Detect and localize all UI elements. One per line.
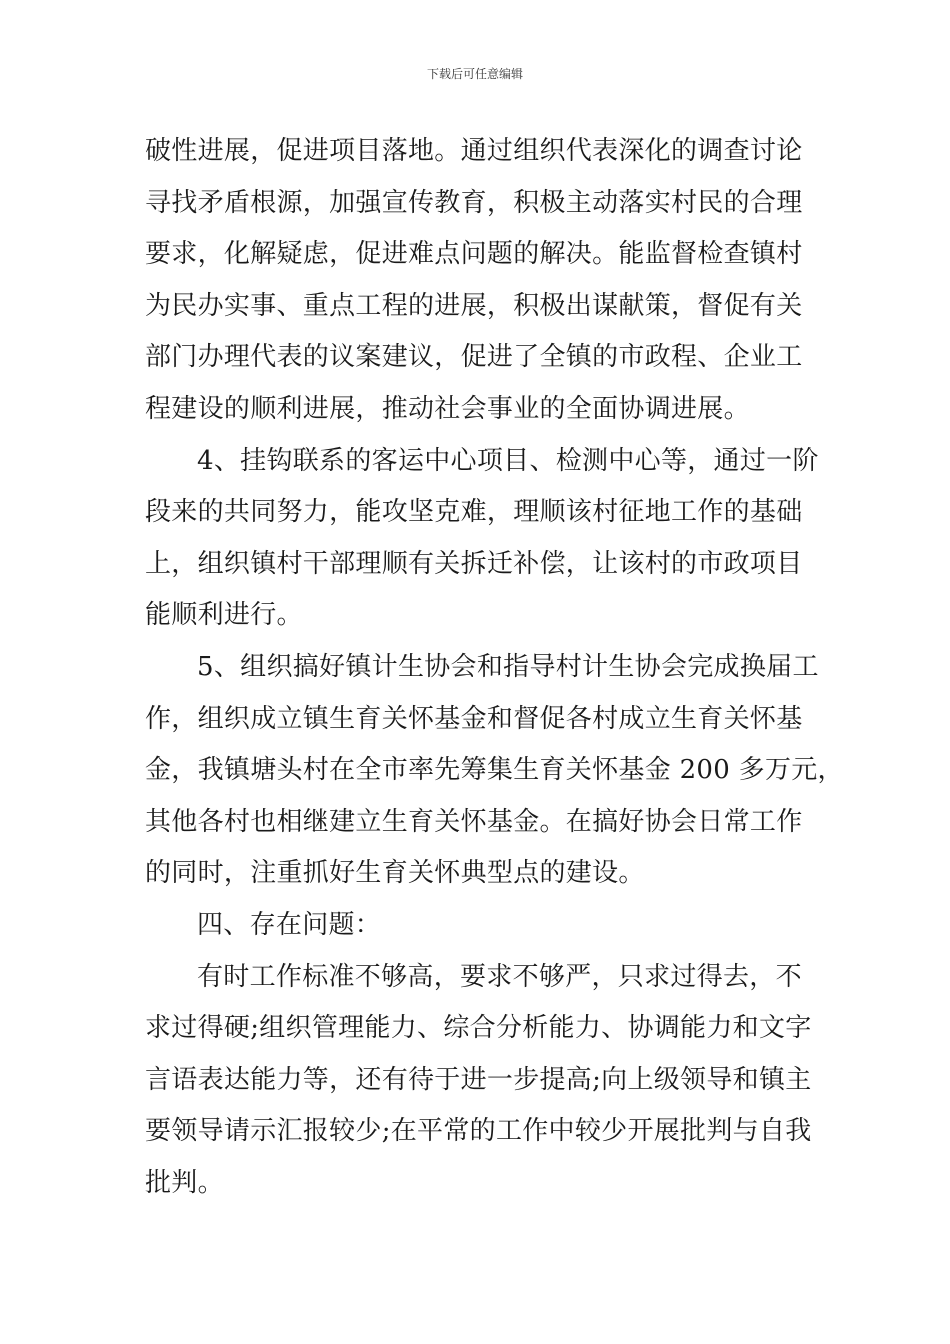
page-header: 下载后可任意编辑: [426, 67, 523, 81]
document-body: [145, 126, 844, 1209]
text-line: 言语表达能力等，还有待于进一步提高;向上级领导和镇主: [145, 1064, 812, 1095]
paragraph-start-line: 有时工作标准不够高，要求不够严，只求过得去，不: [197, 961, 802, 992]
text-line: 批判。: [145, 1167, 224, 1198]
text-line: 其他各村也相继建立生育关怀基金。在搞好协会日常工作: [145, 806, 803, 837]
text-line: 程建设的顺利进展，推动社会事业的全面协调进展。: [145, 393, 750, 424]
text-line: 为民办实事、重点工程的进展，积极出谋献策，督促有关: [145, 290, 803, 321]
text-line: 要领导请示汇报较少;在平常的工作中较少开展批判与自我: [145, 1116, 812, 1147]
text-line: 作，组织成立镇生育关怀基金和督促各村成立生育关怀基: [145, 703, 803, 734]
text-line: 的同时，注重抓好生育关怀典型点的建设。: [145, 858, 645, 889]
section-heading: 四、存在问题：: [197, 909, 382, 940]
paragraph-start-line: 4、挂钩联系的客运中心项目、检测中心等，通过一阶: [197, 445, 819, 476]
text-line: 破性进展，促进项目落地。通过组织代表深化的调查讨论: [145, 136, 803, 166]
text-line: 寻找矛盾根源，加强宣传教育，积极主动落实村民的合理: [145, 187, 803, 218]
text-line: 部门办理代表的议案建议，促进了全镇的市政程、企业工: [145, 342, 803, 373]
text-line: 要求，化解疑虑，促进难点问题的解决。能监督检查镇村: [145, 239, 803, 270]
text-line: 上，组织镇村干部理顺有关拆迁补偿，让该村的市政项目: [145, 548, 803, 579]
paragraph-start-line: 5、组织搞好镇计生协会和指导村计生协会完成换届工: [197, 651, 819, 682]
text-line: 能顺利进行。: [145, 600, 303, 631]
text-line: 金，我镇塘头村在全市率先筹集生育关怀基金 200 多万元，: [145, 755, 844, 786]
text-line: 求过得硬;组织管理能力、综合分析能力、协调能力和文字: [145, 1013, 812, 1044]
text-line: 段来的共同努力，能攻坚克难，理顺该村征地工作的基础: [145, 497, 803, 528]
